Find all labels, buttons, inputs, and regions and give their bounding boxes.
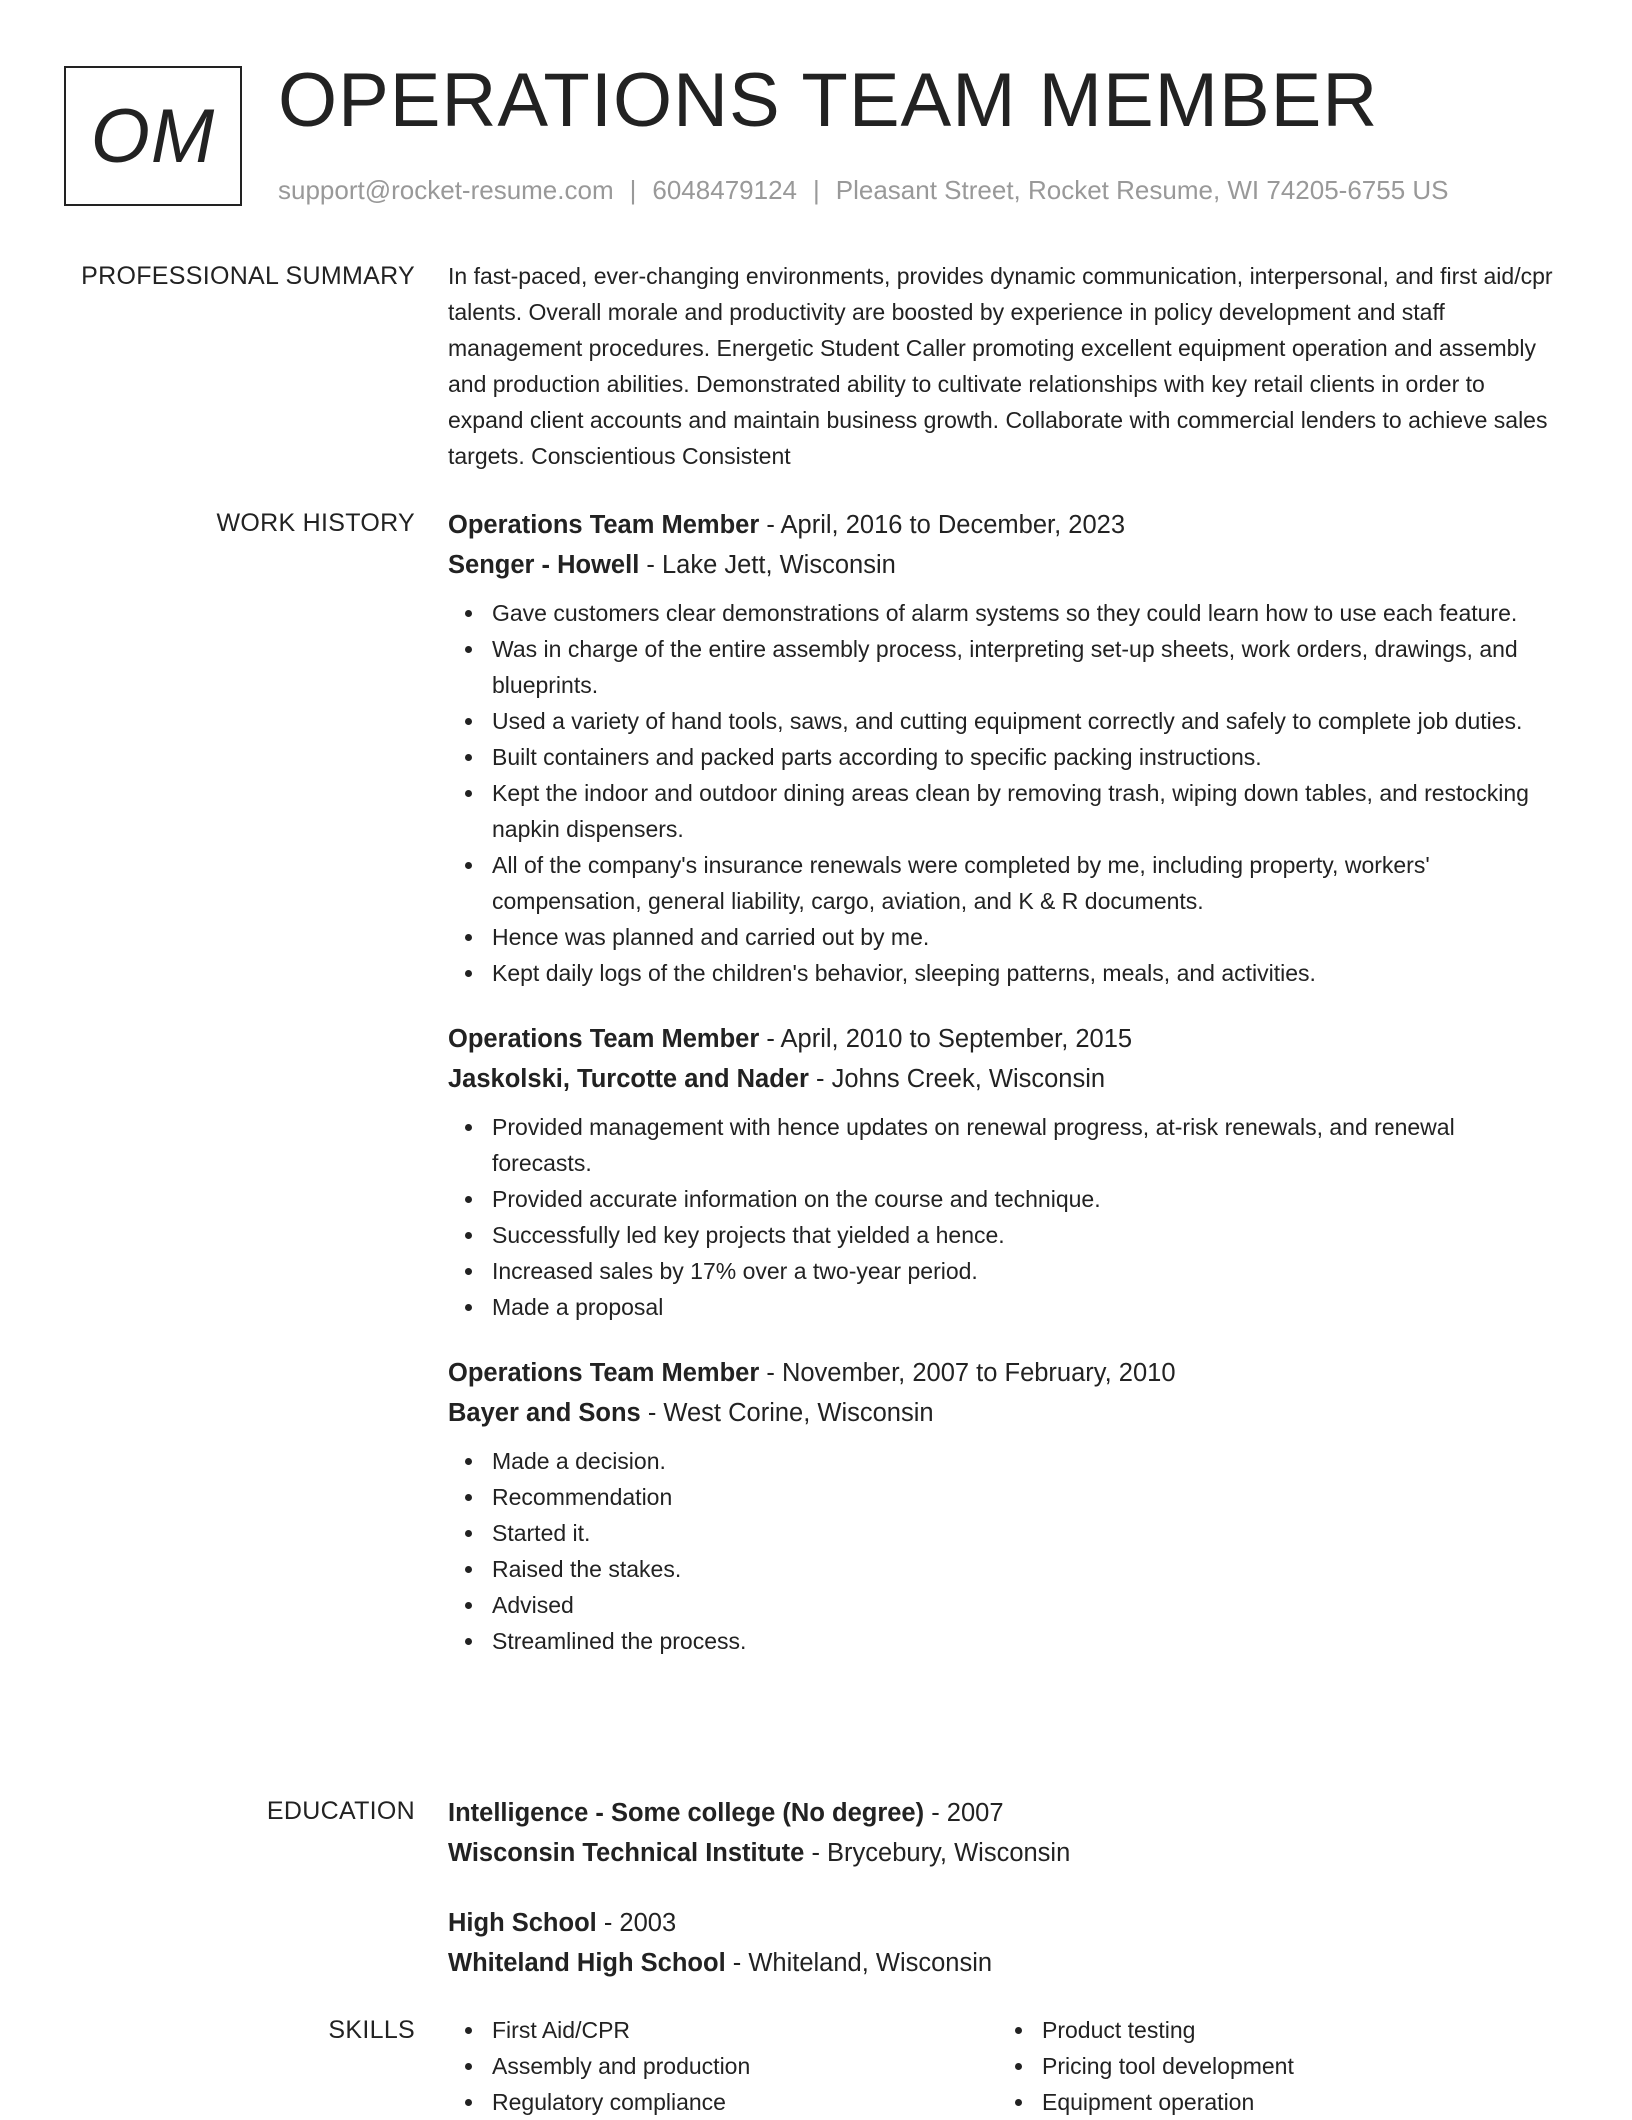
job-bullet: Kept the indoor and outdoor dining areas clean by removing trash, wiping down tables, and restocking napkin dispensers. bbox=[492, 775, 1560, 847]
education-degree: Intelligence - Some college (No degree) bbox=[448, 1799, 925, 1827]
education-school: Whiteland High School bbox=[448, 1949, 726, 1977]
skills-body bbox=[448, 2012, 1560, 2120]
education-entry bbox=[448, 1903, 1560, 1983]
job-title-line bbox=[448, 1019, 1560, 1059]
job-entry bbox=[448, 1019, 1560, 1325]
job-bullet: Built containers and packed parts according to specific packing instructions. bbox=[492, 739, 1560, 775]
contact-address: Pleasant Street, Rocket Resume, WI 74205-6755 US bbox=[835, 175, 1449, 205]
job-bullet: Provided accurate information on the course and technique. bbox=[492, 1181, 1560, 1217]
monogram-box: OM bbox=[64, 66, 242, 206]
skill-item: Product testing bbox=[1042, 2012, 1548, 2048]
work-history-body bbox=[448, 505, 1560, 1687]
job-bullet: Kept daily logs of the children's behavior, sleeping patterns, meals, and activities. bbox=[492, 955, 1560, 991]
education-degree-line bbox=[448, 1793, 1560, 1833]
job-title: Operations Team Member bbox=[448, 1025, 760, 1053]
job-bullet: All of the company's insurance renewals were completed by me, including property, workers' compensation, general liability, cargo, aviation, and K & R documents. bbox=[492, 847, 1560, 919]
job-bullet: Used a variety of hand tools, saws, and cutting equipment correctly and safely to complete job duties. bbox=[492, 703, 1560, 739]
skills-columns bbox=[448, 2012, 1560, 2120]
job-bullet: Was in charge of the entire assembly process, interpreting set-up sheets, work orders, drawings, and blueprints. bbox=[492, 631, 1560, 703]
job-company: Jaskolski, Turcotte and Nader bbox=[448, 1065, 809, 1093]
job-company-line bbox=[448, 1393, 1560, 1433]
job-bullets bbox=[448, 1109, 1560, 1325]
skill-item: Regulatory compliance bbox=[492, 2084, 998, 2120]
job-title: Operations Team Member bbox=[448, 1359, 760, 1387]
section-label-skills: SKILLS bbox=[328, 2016, 415, 2044]
summary-body bbox=[448, 258, 1560, 474]
skill-item: Pricing tool development bbox=[1042, 2048, 1548, 2084]
job-dates: - April, 2010 to September, 2015 bbox=[759, 1025, 1133, 1053]
job-dates: - April, 2016 to December, 2023 bbox=[759, 511, 1125, 539]
education-school-line bbox=[448, 1833, 1560, 1873]
contact-phone: 6048479124 bbox=[652, 175, 797, 205]
job-title-line bbox=[448, 505, 1560, 545]
education-body bbox=[448, 1793, 1560, 2013]
contact-line bbox=[278, 172, 1449, 208]
candidate-name: OPERATIONS TEAM MEMBER bbox=[278, 58, 1379, 143]
education-location: - Whiteland, Wisconsin bbox=[725, 1949, 993, 1977]
job-title: Operations Team Member bbox=[448, 511, 760, 539]
job-bullet: Started it. bbox=[492, 1515, 1560, 1551]
skills-list-right bbox=[998, 2012, 1548, 2120]
job-company-line bbox=[448, 1059, 1560, 1099]
job-entry bbox=[448, 505, 1560, 991]
skills-column-right bbox=[998, 2012, 1548, 2120]
job-bullets bbox=[448, 595, 1560, 991]
skill-item: Assembly and production bbox=[492, 2048, 998, 2084]
education-year: - 2007 bbox=[924, 1799, 1004, 1827]
contact-separator: | bbox=[813, 175, 820, 205]
job-location: - Johns Creek, Wisconsin bbox=[808, 1065, 1106, 1093]
section-label-work-history: WORK HISTORY bbox=[216, 509, 415, 537]
job-location: - Lake Jett, Wisconsin bbox=[639, 551, 896, 579]
job-dates: - November, 2007 to February, 2010 bbox=[759, 1359, 1176, 1387]
job-bullet: Gave customers clear demonstrations of alarm systems so they could learn how to use each feature. bbox=[492, 595, 1560, 631]
job-company: Bayer and Sons bbox=[448, 1399, 641, 1427]
job-bullet: Recommendation bbox=[492, 1479, 1560, 1515]
education-degree: High School bbox=[448, 1909, 597, 1937]
skills-column-left bbox=[448, 2012, 998, 2120]
job-bullet: Made a decision. bbox=[492, 1443, 1560, 1479]
skill-item: Equipment operation bbox=[1042, 2084, 1548, 2120]
contact-email: support@rocket-resume.com bbox=[278, 175, 614, 205]
job-bullet: Successfully led key projects that yielded a hence. bbox=[492, 1217, 1560, 1253]
education-year: - 2003 bbox=[596, 1909, 677, 1937]
job-bullet: Made a proposal bbox=[492, 1289, 1560, 1325]
job-location: - West Corine, Wisconsin bbox=[640, 1399, 934, 1427]
skills-list-left bbox=[448, 2012, 998, 2120]
job-bullet: Increased sales by 17% over a two-year period. bbox=[492, 1253, 1560, 1289]
job-title-line bbox=[448, 1353, 1560, 1393]
job-bullets bbox=[448, 1443, 1560, 1659]
summary-text: In fast-paced, ever-changing environments, provides dynamic communication, interpersonal, and first aid/cpr talents. Overall morale and productivity are boosted by experience in policy development and staff management procedures. Energetic Student Caller promoting excellent equipment operation and assembly and production abilities. Demonstrated ability to cultivate relationships with key retail clients in order to expand client accounts and maintain business growth. Collaborate with commercial lenders to achieve sales targets. Conscientious Consistent bbox=[448, 263, 1553, 469]
job-company: Senger - Howell bbox=[448, 551, 640, 579]
job-entry bbox=[448, 1353, 1560, 1659]
contact-separator: | bbox=[629, 175, 637, 205]
job-bullet: Provided management with hence updates on renewal progress, at-risk renewals, and renewal forecasts. bbox=[492, 1109, 1560, 1181]
education-school-line bbox=[448, 1943, 1560, 1983]
job-bullet: Advised bbox=[492, 1587, 1560, 1623]
job-bullet: Streamlined the process. bbox=[492, 1623, 1560, 1659]
section-label-education: EDUCATION bbox=[266, 1797, 415, 1825]
education-degree-line bbox=[448, 1903, 1560, 1943]
education-location: - Brycebury, Wisconsin bbox=[804, 1839, 1071, 1867]
job-bullet: Hence was planned and carried out by me. bbox=[492, 919, 1560, 955]
education-entry bbox=[448, 1793, 1560, 1873]
job-bullet: Raised the stakes. bbox=[492, 1551, 1560, 1587]
skill-item: First Aid/CPR bbox=[492, 2012, 998, 2048]
section-label-summary: PROFESSIONAL SUMMARY bbox=[81, 262, 415, 290]
job-company-line bbox=[448, 545, 1560, 585]
education-school: Wisconsin Technical Institute bbox=[448, 1839, 805, 1867]
